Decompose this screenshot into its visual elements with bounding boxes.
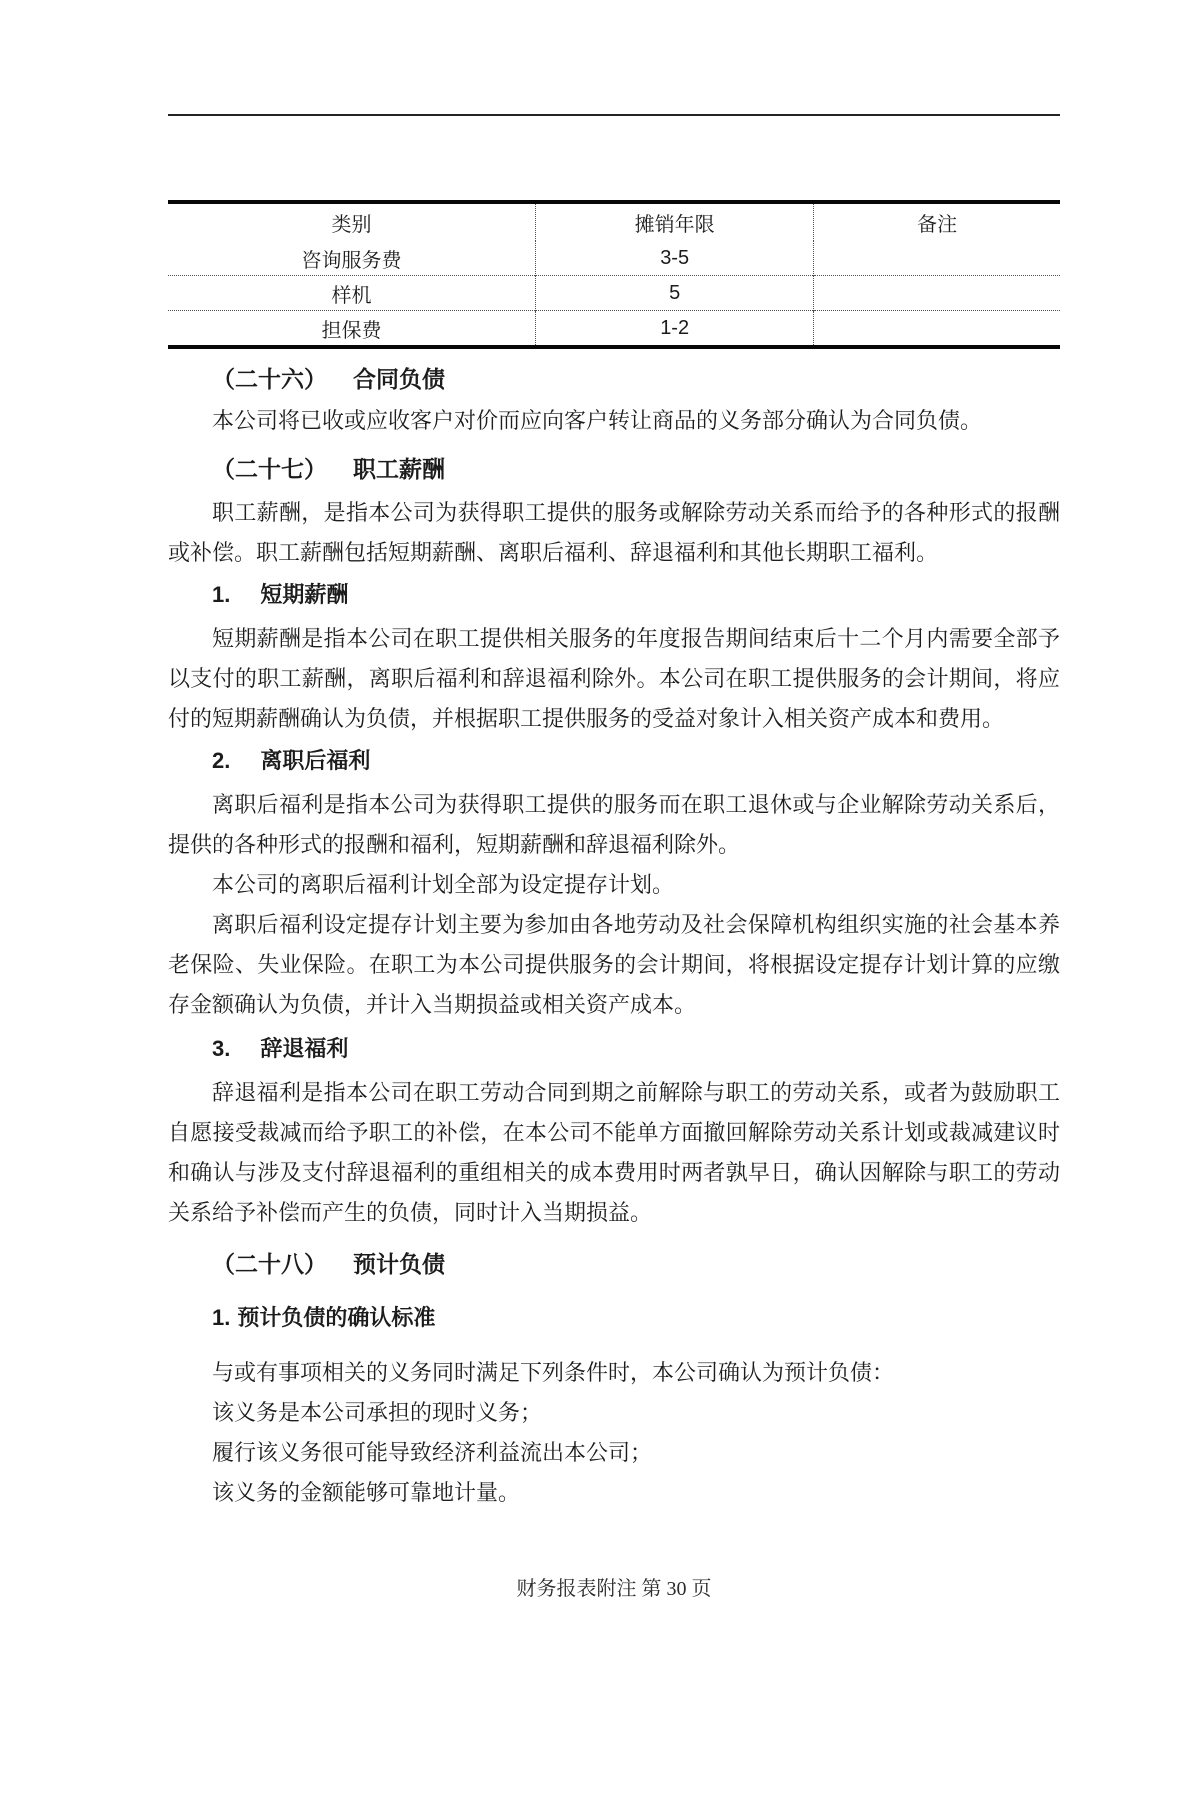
section-28-sub-title: 预计负债的确认标准 [237, 1305, 436, 1330]
subsection-2-paragraph: 本公司的离职后福利计划全部为设定提存计划。 [212, 872, 675, 897]
amortization-table [168, 200, 1060, 349]
subsection-3-number: 3. [212, 1036, 231, 1061]
section-28-sub-heading [168, 1298, 1060, 1338]
page-footer: 财务报表附注 第 30 页 [516, 1578, 712, 1600]
section-28-number: （二十八） [212, 1251, 327, 1277]
section-27-intro: 职工薪酬，是指本公司为获得职工提供的服务或解除劳动关系而给予的各种形式的报酬或补偿。职工薪酬包括短期薪酬、离职后福利、辞退福利和其他长期职工福利。 [168, 500, 1060, 565]
cell-period: 5 [536, 276, 814, 311]
col-header-note: 备注 [917, 214, 958, 236]
subsection-2-title: 离职后福利 [260, 748, 371, 773]
subsection-3-paragraph: 辞退福利是指本公司在职工劳动合同到期之前解除与职工的劳动关系，或者为鼓励职工自愿接受裁减而给予职工的补偿，在本公司不能单方面撤回解除劳动关系计划或裁减建议时和确认与涉及支付辞退福利的重组相关的成本费用时两者孰早日，确认因解除与职工的劳动关系给予补偿而产生的负债，同时计入当期损益。 [168, 1080, 1060, 1225]
subsection-1-paragraph: 短期薪酬是指本公司在职工提供相关服务的年度报告期间结束后十二个月内需要全部予以支付的职工薪酬，离职后福利和辞退福利除外。本公司在职工提供服务的会计期间，将应付的短期薪酬确认为负债，并根据职工提供服务的受益对象计入相关资产成本和费用。 [168, 626, 1060, 731]
table-row [168, 241, 1060, 276]
section-26-heading [168, 359, 1060, 399]
cell-note [814, 276, 1060, 311]
section-28-paragraph: 该义务是本公司承担的现时义务； [212, 1400, 543, 1425]
section-27-heading [168, 449, 1060, 489]
subsection-1-number: 1. [212, 582, 231, 607]
amortization-table-wrap [168, 200, 1060, 349]
section-27-number: （二十七） [212, 456, 327, 482]
section-28-title: 预计负债 [353, 1251, 445, 1277]
cell-category: 样机 [168, 276, 536, 311]
subsection-1-heading [168, 575, 1060, 615]
col-header-category: 类别 [168, 202, 536, 241]
cell-category: 咨询服务费 [168, 241, 536, 276]
cell-note [814, 311, 1060, 348]
subsection-3-heading [168, 1029, 1060, 1069]
section-26-number: （二十六） [212, 366, 327, 392]
cell-note [814, 241, 1060, 276]
cell-period: 3-5 [536, 241, 814, 276]
subsection-2-paragraph: 离职后福利是指本公司为获得职工提供的服务而在职工退休或与企业解除劳动关系后，提供的各种形式的报酬和福利，短期薪酬和辞退福利除外。 [168, 792, 1060, 857]
cell-period: 1-2 [536, 311, 814, 348]
subsection-2-heading [168, 741, 1060, 781]
section-28-heading [168, 1244, 1060, 1284]
section-28-paragraph: 履行该义务很可能导致经济利益流出本公司； [212, 1440, 653, 1465]
section-26-title: 合同负债 [353, 366, 445, 392]
cell-category: 担保费 [168, 311, 536, 348]
table-header-row [168, 202, 1060, 241]
section-28-paragraph: 与或有事项相关的义务同时满足下列条件时，本公司确认为预计负债： [212, 1360, 895, 1385]
subsection-1-title: 短期薪酬 [260, 582, 349, 607]
subsection-2-paragraph: 离职后福利设定提存计划主要为参加由各地劳动及社会保障机构组织实施的社会基本养老保险、失业保险。在职工为本公司提供服务的会计期间，将根据设定提存计划计算的应缴存金额确认为负债，并计入当期损益或相关资产成本。 [168, 912, 1060, 1017]
page-content [0, 114, 1200, 1609]
section-28-sub-number: 1. [212, 1305, 231, 1330]
document-page [0, 114, 1200, 1810]
col-header-period: 摊销年限 [536, 202, 814, 241]
section-28-paragraph: 该义务的金额能够可靠地计量。 [212, 1480, 521, 1505]
subsection-3-title: 辞退福利 [260, 1036, 349, 1061]
section-27-title: 职工薪酬 [353, 456, 445, 482]
section-26-paragraph: 本公司将已收或应收客户对价而应向客户转让商品的义务部分确认为合同负债。 [212, 408, 983, 433]
table-row [168, 276, 1060, 311]
header-rule [168, 114, 1060, 116]
subsection-2-number: 2. [212, 748, 231, 773]
table-row [168, 311, 1060, 348]
